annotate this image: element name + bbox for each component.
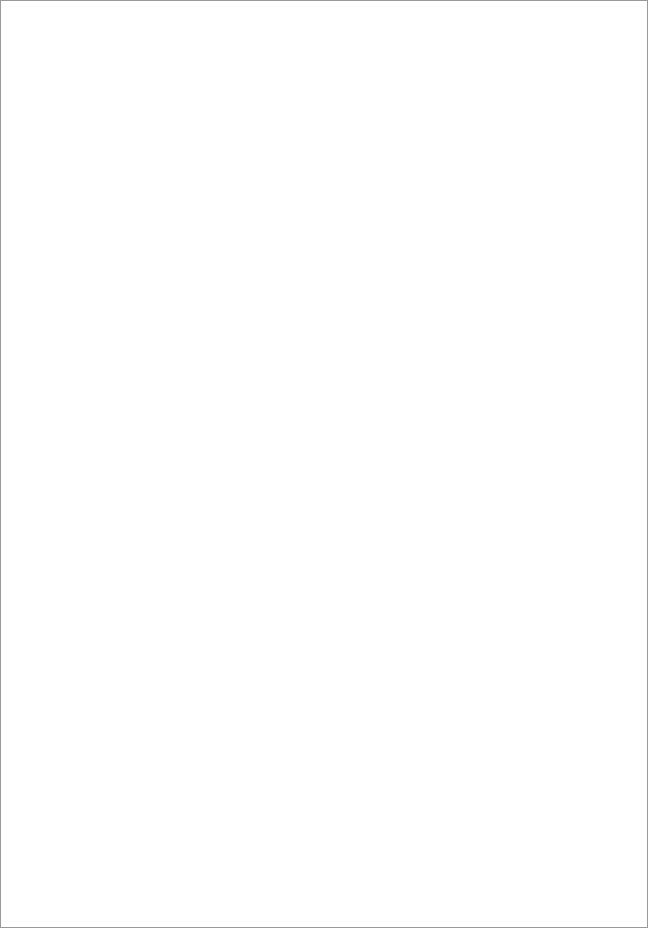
figure-canvas (1, 1, 648, 928)
